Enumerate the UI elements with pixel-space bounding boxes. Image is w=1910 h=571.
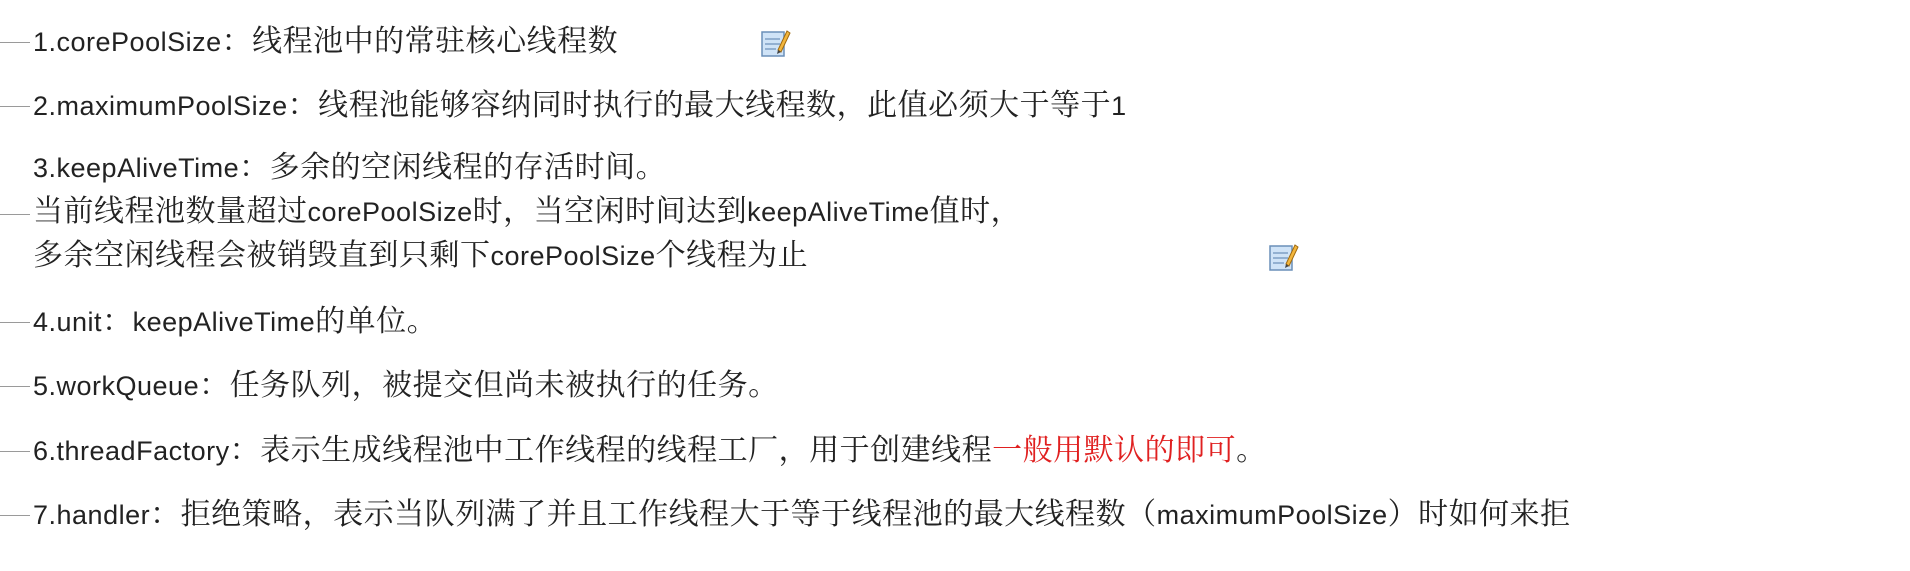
topic-handler[interactable] xyxy=(33,497,1571,533)
topic-label: 5.workQueue xyxy=(33,371,200,401)
topic-label: 1.corePoolSize xyxy=(33,27,222,57)
topic-tail: ）时如何来拒 xyxy=(1387,497,1571,532)
topic-description: 线程池能够容纳同时执行的最大线程数，此值必须大于等于 xyxy=(318,88,1112,123)
topic-label: 4.unit xyxy=(33,307,103,337)
topic-description: 多余的空闲线程的存活时间。 xyxy=(269,150,667,185)
connector-line xyxy=(0,106,30,107)
connector-line xyxy=(0,386,30,387)
topic-description-number: 1 xyxy=(1111,91,1127,121)
topic-tail: 。 xyxy=(1236,433,1267,468)
note-icon[interactable] xyxy=(758,26,792,60)
topic-line-3 xyxy=(33,234,1021,278)
topic-label: 3.keepAliveTime xyxy=(33,153,240,183)
topic-separator: ： xyxy=(239,150,270,185)
topic-maximum-pool-size[interactable] xyxy=(33,88,1127,124)
topic-description-latin: keepAliveTime xyxy=(132,307,316,337)
topic-description-latin: maximumPoolSize xyxy=(1156,500,1388,530)
topic-keep-alive-time[interactable] xyxy=(33,146,1021,278)
topic-separator: ： xyxy=(150,497,181,532)
topic-description: 拒绝策略，表示当队列满了并且工作线程大于等于线程池的最大线程数（ xyxy=(180,497,1157,532)
topic-description: 任务队列，被提交但尚未被执行的任务。 xyxy=(229,368,779,403)
topic-description: 的单位。 xyxy=(315,304,438,339)
topic-thread-factory[interactable] xyxy=(33,433,1267,469)
topic-separator: ： xyxy=(102,304,133,339)
topic-text: 多余空闲线程会被销毁直到只剩下 xyxy=(33,238,491,273)
topic-core-pool-size[interactable] xyxy=(33,24,618,60)
connector-line xyxy=(0,451,30,452)
topic-separator: ： xyxy=(221,24,253,59)
topic-separator: ： xyxy=(199,368,230,403)
connector-line xyxy=(0,322,30,323)
topic-highlight: 一般用默认的即可 xyxy=(992,433,1237,468)
topic-label: 6.threadFactory xyxy=(33,436,230,466)
topic-separator: ： xyxy=(287,88,319,123)
connector-line xyxy=(0,42,30,43)
note-icon[interactable] xyxy=(1266,240,1300,274)
topic-text: 值时， xyxy=(929,194,1022,229)
topic-line-1 xyxy=(33,146,1021,190)
topic-line-2 xyxy=(33,190,1021,234)
topic-label: 2.maximumPoolSize xyxy=(33,91,288,121)
topic-text: corePoolSize xyxy=(307,197,473,227)
connector-line xyxy=(0,515,30,516)
topic-text: 时，当空闲时间达到 xyxy=(472,194,748,229)
topic-unit[interactable] xyxy=(33,304,437,340)
topic-text: corePoolSize xyxy=(490,241,656,271)
topic-label: 7.handler xyxy=(33,500,151,530)
topic-description: 表示生成线程池中工作线程的线程工厂，用于创建线程 xyxy=(260,433,993,468)
topic-text: 当前线程池数量超过 xyxy=(33,194,308,229)
connector-line xyxy=(0,214,30,215)
topic-text: 个线程为止 xyxy=(655,238,809,273)
topic-separator: ： xyxy=(229,433,261,468)
topic-work-queue[interactable] xyxy=(33,368,779,404)
topic-text: keepAliveTime xyxy=(747,197,930,227)
topic-description: 线程池中的常驻核心线程数 xyxy=(252,24,619,59)
